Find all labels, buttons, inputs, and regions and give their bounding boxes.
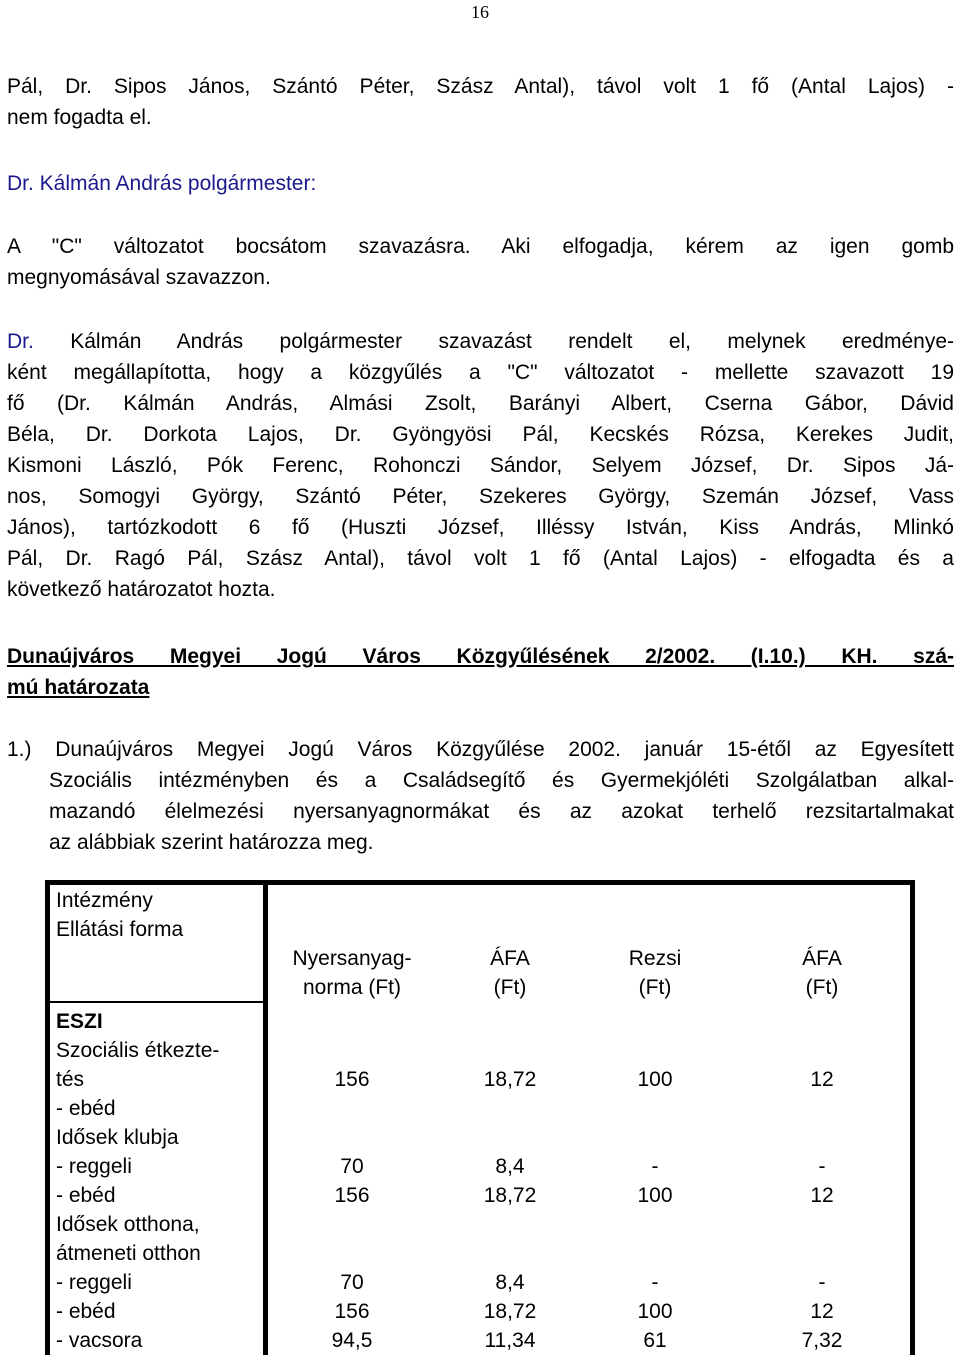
table-cell: 12 xyxy=(810,1068,834,1091)
table-cell: - xyxy=(651,1155,659,1178)
paragraph-line: Pál, Dr. Ragó Pál, Szász Antal), távol volt 1 fő (Antal Lajos) - elfogadta és a xyxy=(7,547,954,570)
table-cell: 100 xyxy=(637,1300,673,1323)
resolution-title: Dunaújváros Megyei Jogú Város Közgyűlésének 2/2002. (I.10.) KH. szá- xyxy=(7,645,954,668)
table-cell: 12 xyxy=(810,1184,834,1207)
paragraph-line: Kismoni László, Pók Ferenc, Rohonczi Sándor, Selyem József, Dr. Sipos Já- xyxy=(7,454,954,477)
col-header: ÁFA xyxy=(490,947,530,970)
paragraph-line: Dr. Kálmán András polgármester szavazást rendelt el, melynek eredménye- xyxy=(7,330,954,353)
paragraph-line: Béla, Dr. Dorkota Lajos, Dr. Gyöngyösi Pál, Kecskés Rózsa, Kerekes Judit, xyxy=(7,423,954,446)
point-line: mazandó élelmezési nyersanyagnormákat és az azokat terhelő rezsitartalmakat xyxy=(49,800,954,823)
col-header: norma (Ft) xyxy=(302,976,401,999)
col-header: (Ft) xyxy=(638,976,672,999)
paragraph-line: fő (Dr. Kálmán András, Almási Zsolt, Barányi Albert, Cserna Gábor, Dávid xyxy=(7,392,954,415)
col-header: (Ft) xyxy=(805,976,839,999)
paragraph-line: ként megállapította, hogy a közgyűlés a "C" változatot - mellette szavazott 19 xyxy=(7,361,954,384)
paragraph-line: nem fogadta el. xyxy=(7,106,152,129)
table-cell: 70 xyxy=(340,1155,364,1178)
speaker-heading: Dr. Kálmán András polgármester: xyxy=(7,172,317,195)
table-cell: 100 xyxy=(637,1068,673,1091)
table-cell: 8,4 xyxy=(495,1155,525,1178)
table-cell: 7,32 xyxy=(801,1329,843,1352)
table-cell: 11,34 xyxy=(484,1329,536,1352)
table-row-label: tés xyxy=(56,1068,85,1091)
table-row-label: átmeneti otthon xyxy=(56,1242,201,1265)
header-care-form: Ellátási forma xyxy=(56,918,184,941)
paragraph-line: nos, Somogyi György, Szántó Péter, Szekeres György, Szemán József, Vass xyxy=(7,485,954,508)
table-cell: 100 xyxy=(637,1184,673,1207)
table-cell: - xyxy=(818,1271,826,1294)
col-header: Nyersanyag- xyxy=(292,947,412,970)
table-border-left xyxy=(45,880,50,1355)
table-cell: - xyxy=(651,1271,659,1294)
point-line: az alábbiak szerint határozza meg. xyxy=(49,831,374,854)
table-cell: 70 xyxy=(340,1271,364,1294)
table-cell: 61 xyxy=(643,1329,667,1352)
table-row-label: Idősek klubja xyxy=(56,1126,179,1149)
table-row-label: - ebéd xyxy=(56,1097,116,1120)
page-number: 16 xyxy=(471,2,489,22)
point-line: 1.) Dunaújváros Megyei Jogú Város Közgyűlése 2002. január 15-étől az Egyesített xyxy=(7,738,954,761)
table-cell: - xyxy=(818,1155,826,1178)
table-row-label: - reggeli xyxy=(56,1271,132,1294)
header-institution: Intézmény xyxy=(56,889,153,912)
table-row-label: Idősek otthona, xyxy=(56,1213,200,1236)
paragraph-line: Pál, Dr. Sipos János, Szántó Péter, Szász Antal), távol volt 1 fő (Antal Lajos) - xyxy=(7,75,954,98)
table-divider xyxy=(263,880,268,1355)
table-cell: 12 xyxy=(810,1300,834,1323)
table-header-rule xyxy=(45,1001,268,1003)
table-cell: 18,72 xyxy=(483,1184,537,1207)
table-row-label: - ebéd xyxy=(56,1184,116,1207)
paragraph-line: A "C" változatot bocsátom szavazásra. Aki elfogadja, kérem az igen gomb xyxy=(7,235,954,258)
resolution-title: mú határozata xyxy=(7,676,150,699)
table-row-label: ESZI xyxy=(56,1010,103,1033)
paragraph-line: megnyomásával szavazzon. xyxy=(7,266,271,289)
paragraph-line: következő határozatot hozta. xyxy=(7,578,276,601)
table-row-label: - vacsora xyxy=(56,1329,143,1352)
table-cell: 156 xyxy=(334,1068,370,1091)
table-cell: 94,5 xyxy=(331,1329,373,1352)
col-header: (Ft) xyxy=(493,976,527,999)
table-cell: 18,72 xyxy=(483,1068,537,1091)
table-cell: 18,72 xyxy=(483,1300,537,1323)
table-cell: 156 xyxy=(334,1300,370,1323)
paragraph-line: János), tartózkodott 6 fő (Huszti József, Illéssy István, Kiss András, Mlinkó xyxy=(7,516,954,539)
point-line: Szociális intézményben és a Családsegítő és Gyermekjóléti Szolgálatban alkal- xyxy=(49,769,954,792)
table-border-right xyxy=(910,880,915,1355)
table-cell: 8,4 xyxy=(495,1271,525,1294)
table-row-label: - reggeli xyxy=(56,1155,132,1178)
table-cell: 156 xyxy=(334,1184,370,1207)
table-border-top xyxy=(45,880,915,885)
col-header: Rezsi xyxy=(628,947,682,970)
table-row-label: - ebéd xyxy=(56,1300,116,1323)
table-row-label: Szociális étkezte- xyxy=(56,1039,220,1062)
col-header: ÁFA xyxy=(802,947,842,970)
speaker-name: Dr. xyxy=(7,330,34,353)
